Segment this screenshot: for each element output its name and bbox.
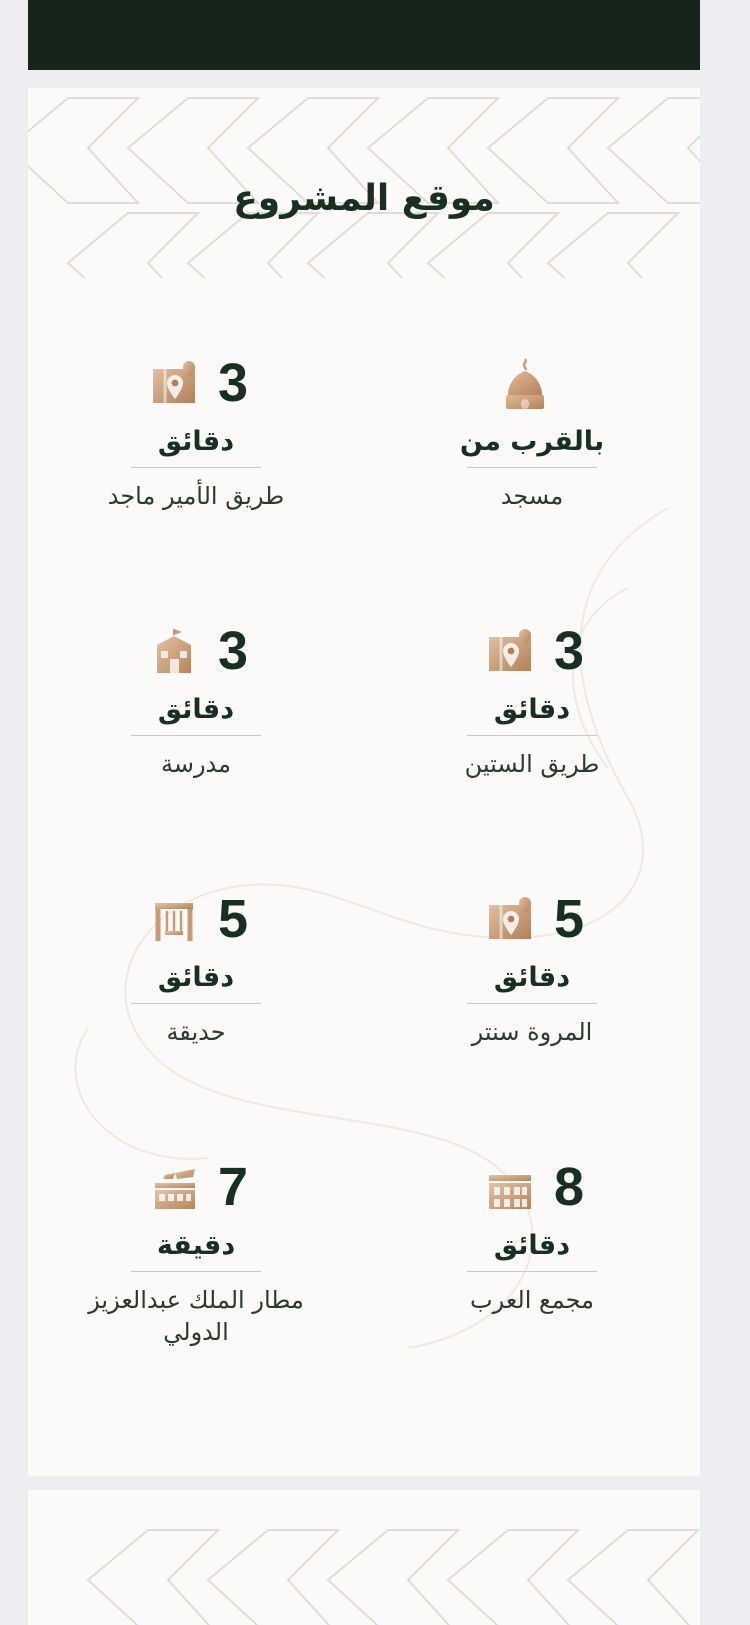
item-label: مجمع العرب	[469, 1286, 595, 1314]
item-icon-value	[480, 1150, 584, 1224]
item-value: 3	[553, 621, 585, 681]
item-unit: دقائق	[493, 962, 571, 993]
divider	[131, 1271, 261, 1272]
map-pin-icon	[480, 889, 540, 949]
airport-icon	[144, 1157, 204, 1217]
item-unit: دقائق	[493, 1230, 571, 1261]
item-value: 7	[217, 1157, 249, 1217]
park-swing-icon	[144, 889, 204, 949]
list-item[interactable]	[364, 872, 700, 1140]
map-pin-icon	[144, 353, 204, 413]
item-value: 5	[553, 889, 585, 949]
building-icon	[480, 1157, 540, 1217]
item-unit: بالقرب من	[459, 426, 605, 457]
item-unit: دقائق	[157, 694, 235, 725]
list-item[interactable]	[28, 336, 364, 604]
item-icon-value	[144, 614, 248, 688]
list-item[interactable]	[28, 1140, 364, 1408]
divider	[467, 467, 597, 468]
next-section-preview	[28, 1490, 700, 1625]
location-features-grid	[28, 336, 700, 1408]
item-icon-value	[144, 1150, 248, 1224]
item-unit: دقائق	[157, 426, 235, 457]
item-icon-value	[480, 882, 584, 956]
item-unit: دقائق	[493, 694, 571, 725]
item-unit: دقيقة	[156, 1230, 236, 1261]
divider	[131, 735, 261, 736]
list-item[interactable]	[364, 336, 700, 604]
item-unit: دقائق	[157, 962, 235, 993]
divider	[131, 1003, 261, 1004]
item-icon-value	[144, 346, 248, 420]
item-value: 3	[217, 353, 249, 413]
divider	[467, 735, 597, 736]
map-pin-icon	[480, 621, 540, 681]
item-icon-value	[495, 346, 569, 420]
item-label: مسجد	[500, 482, 564, 510]
list-item[interactable]	[364, 1140, 700, 1408]
school-icon	[144, 621, 204, 681]
list-item[interactable]	[364, 604, 700, 872]
list-item[interactable]	[28, 872, 364, 1140]
item-label: طريق الأمير ماجد	[107, 482, 285, 510]
item-icon-value	[144, 882, 248, 956]
item-label: حديقة	[166, 1018, 226, 1046]
item-value: 5	[217, 889, 249, 949]
divider	[467, 1003, 597, 1004]
divider	[131, 467, 261, 468]
item-icon-value	[480, 614, 584, 688]
item-label: المروة سنتر	[471, 1018, 593, 1046]
geometric-pattern-decoration-bottom	[28, 1490, 700, 1625]
project-location-card	[28, 88, 700, 1476]
top-dark-band	[28, 0, 700, 70]
item-label: مدرسة	[160, 750, 232, 778]
item-label: مطار الملك عبدالعزيز الدولي	[88, 1286, 304, 1347]
item-label: طريق الستين	[464, 750, 600, 778]
item-value: 8	[553, 1157, 585, 1217]
list-item[interactable]	[28, 604, 364, 872]
divider	[467, 1271, 597, 1272]
mosque-dome-icon	[495, 353, 555, 413]
page-title: موقع المشروع	[233, 178, 495, 219]
item-value: 3	[217, 621, 249, 681]
